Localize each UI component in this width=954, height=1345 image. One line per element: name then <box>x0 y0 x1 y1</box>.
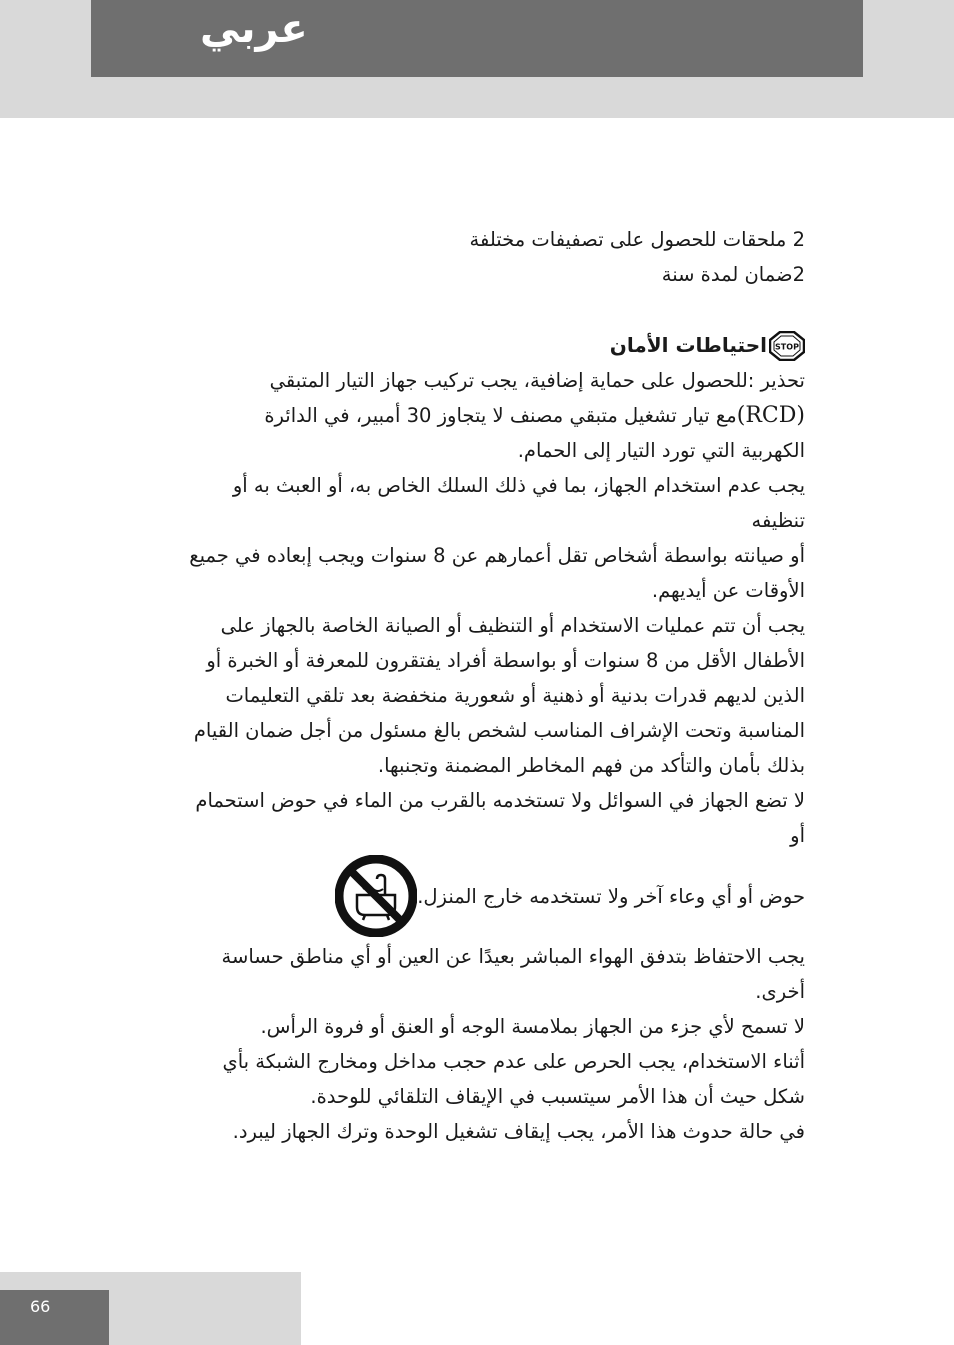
rcd-code: (RCD) <box>736 403 805 428</box>
warranty-line: 2ضمان لمدة سنة <box>661 263 805 286</box>
safety-heading-text: احتياطات الأمان <box>609 333 767 357</box>
supervision-4: المناسبة وتحت الإشراف المناسب لشخص بالغ مسئول من أجل ضمان القيام <box>193 719 805 742</box>
water-1: لا تضع الجهاز في السوائل ولا تستخدمه بالقرب من الماء في حوض استحمام أو <box>195 789 805 847</box>
contact: لا تسمح لأي جزء من الجهاز بملامسة الوجه أو العنق أو فروة الرأس. <box>260 1015 805 1038</box>
stop-icon <box>769 331 805 361</box>
supervision-1: يجب أن تتم عمليات الاستخدام أو التنظيف أو الصيانة الخاصة بالجهاز على <box>220 614 805 637</box>
page-content <box>185 222 805 1149</box>
rcd-warning-2-text: مع تيار تشغيل متبقي مصنف لا يتجاوز 30 أمبير، في الدائرة <box>264 404 737 427</box>
vents-1: أثناء الاستخدام، يجب الحرص على عدم حجب مداخل ومخارج الشبكة بأي <box>222 1050 805 1073</box>
rcd-warning-2 <box>185 398 805 433</box>
airflow-1: يجب الاحتفاظ بتدفق الهواء المباشر بعيدًا عن العين أو أي مناطق حساسة <box>221 945 805 968</box>
children-3: الأوقات عن أيديهم. <box>651 579 805 602</box>
page-number: 66 <box>30 1297 51 1316</box>
no-bathtub-icon <box>335 855 417 937</box>
supervision-5: بذلك بأمان والتأكد من فهم المخاطر المضمنة وتجنبها. <box>377 754 805 777</box>
stop-icon-text: STOP <box>775 342 799 351</box>
children-1: يجب عدم استخدام الجهاز، بما في ذلك السلك الخاص به، أو العبث به أو تنظيفه <box>232 474 805 532</box>
page-title: عربي <box>200 6 308 52</box>
supervision-2: الأطفال الأقل من 8 سنوات أو بواسطة أفراد يفتقرون للمعرفة أو الخبرة أو <box>206 649 805 672</box>
vents-2: شكل حيث أن هذا الأمر سيتسبب في الإيقاف التلقائي للوحدة. <box>310 1085 805 1108</box>
water-2: حوض أو أي وعاء آخر ولا تستخدمه خارج المنزل. <box>417 884 805 908</box>
page-number-box <box>0 1290 109 1345</box>
cooldown: في حالة حدوث هذا الأمر، يجب إيقاف تشغيل الوحدة وترك الجهاز ليبرد. <box>232 1120 805 1143</box>
supervision-3: الذين لديهم قدرات بدنية أو ذهنية أو شعورية منخفضة بعد تلقي التعليمات <box>225 684 805 707</box>
airflow-2: أخرى. <box>755 980 805 1003</box>
children-2: أو صيانته بواسطة أشخاص تقل أعمارهم عن 8 سنوات ويجب إبعاده في جميع <box>189 544 805 567</box>
accessories-line: 2 ملحقات للحصول على تصفيفات مختلفة <box>469 228 805 251</box>
water-2-line <box>185 853 805 939</box>
safety-heading <box>185 328 805 363</box>
rcd-warning-3: الكهربية التي تورد التيار إلى الحمام. <box>517 439 805 462</box>
spacer <box>185 292 805 328</box>
rcd-warning-1: تحذير :للحصول على حماية إضافية، يجب تركيب جهاز التيار المتبقي <box>269 369 805 392</box>
